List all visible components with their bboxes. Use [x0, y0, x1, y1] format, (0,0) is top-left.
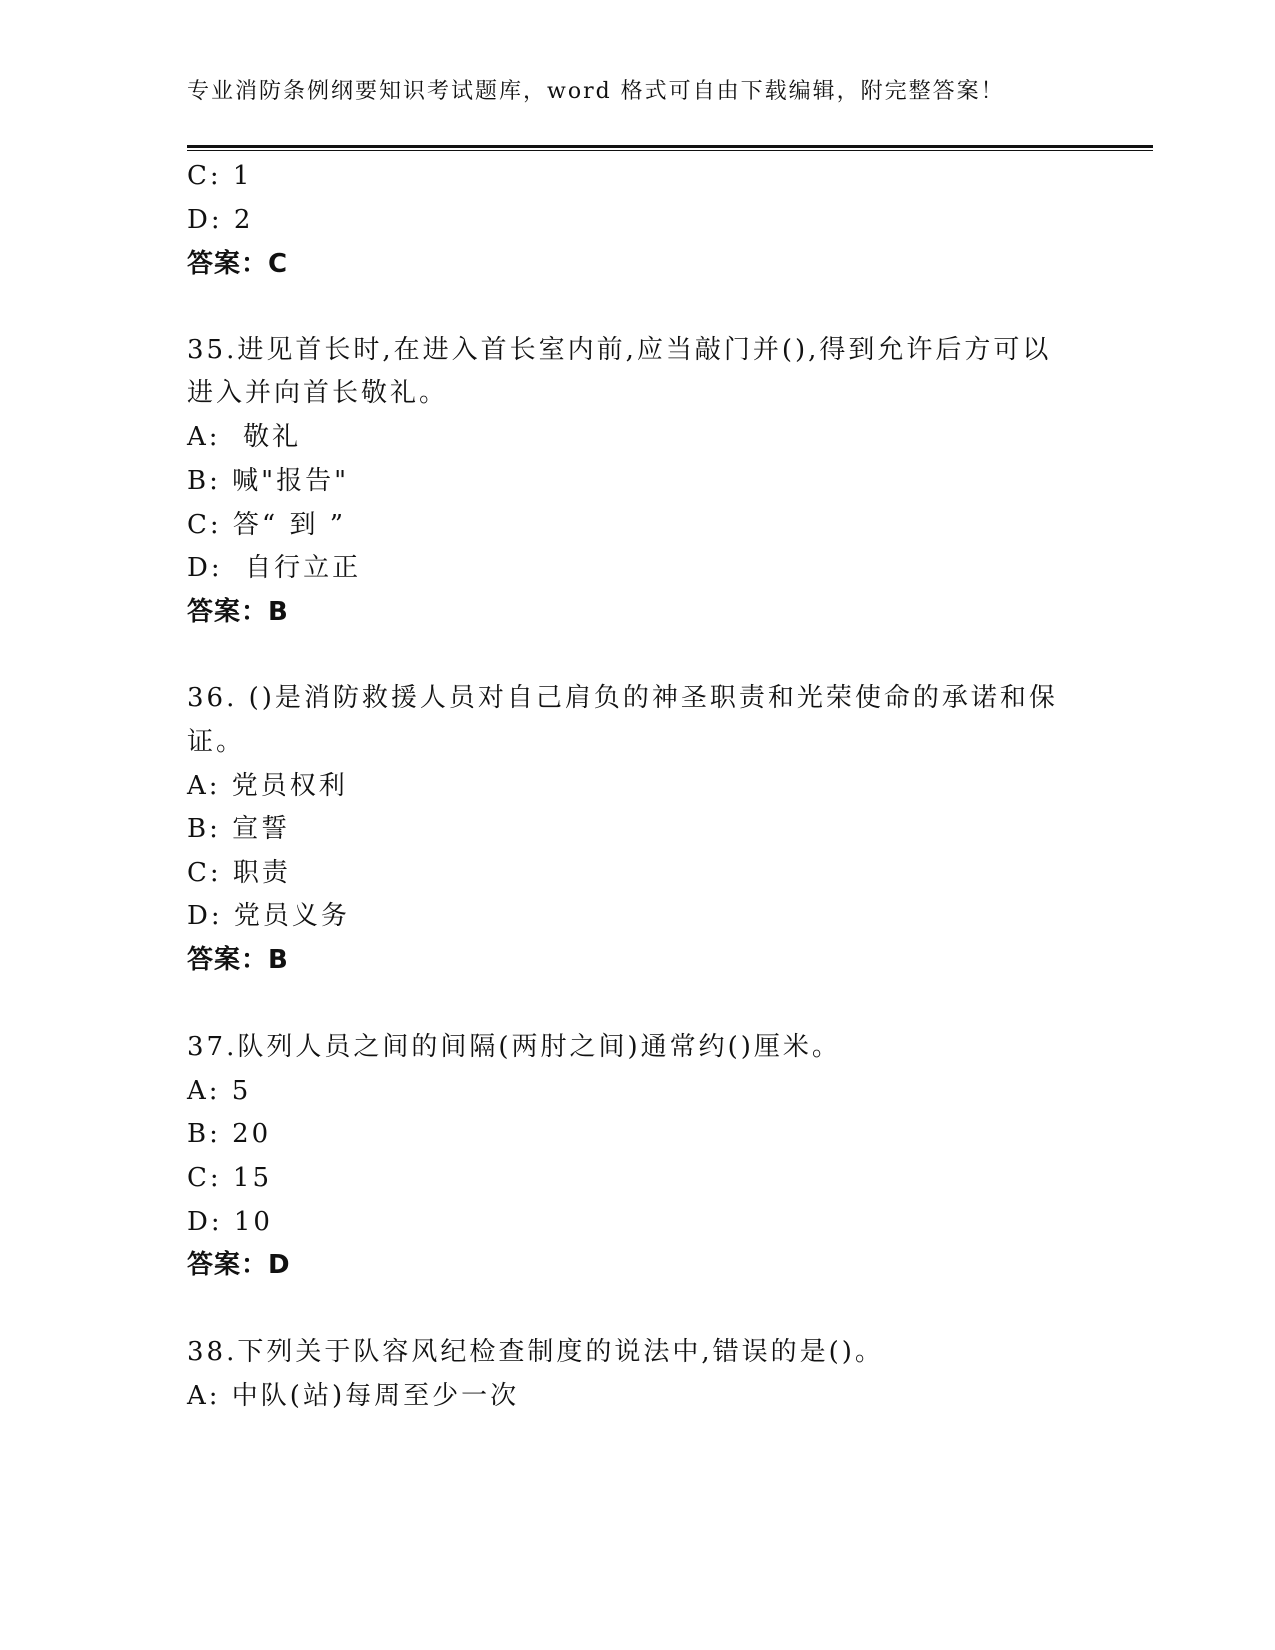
question-36-answer: 答案：B: [187, 945, 289, 975]
question-35-text-cont: 进入并向首长敬礼。: [187, 378, 449, 408]
question-36-option-a: A: 党员权利: [187, 771, 348, 801]
question-36-option-d: D: 党员义务: [187, 901, 350, 931]
answer-line: 答案：C: [187, 249, 289, 279]
question-35-option-a: A: 敬礼: [187, 422, 302, 452]
page-header: 专业消防条例纲要知识考试题库，word 格式可自由下载编辑，附完整答案！: [187, 79, 1005, 104]
option-d: D: 2: [187, 205, 254, 235]
question-37-answer: 答案：D: [187, 1250, 291, 1280]
header-divider-thick: [187, 145, 1153, 148]
question-35-option-b: B: 喊"报告": [187, 466, 350, 496]
question-38-text: 38.下列关于队容风纪检查制度的说法中,错误的是()。: [187, 1337, 884, 1367]
question-36-text-cont: 证。: [187, 727, 246, 757]
question-36-option-b: B: 宣誓: [187, 814, 291, 844]
question-35-option-d: D: 自行立正: [187, 553, 362, 583]
question-37-option-b: B: 20: [187, 1119, 272, 1149]
question-35-text: 35.进见首长时,在进入首长室内前,应当敲门并(),得到允许后方可以: [187, 335, 1052, 365]
question-36-option-c: C: 职责: [187, 858, 291, 888]
question-38-option-a: A: 中队(站)每周至少一次: [187, 1381, 520, 1411]
question-37-option-a: A: 5: [187, 1076, 252, 1106]
question-37-text: 37.队列人员之间的间隔(两肘之间)通常约()厘米。: [187, 1032, 841, 1062]
option-c: C: 1: [187, 161, 253, 191]
question-35-option-c: C: 答“ 到 ”: [187, 510, 347, 540]
question-36-text: 36. ()是消防救援人员对自己肩负的神圣职责和光荣使命的承诺和保: [187, 683, 1058, 713]
question-37-option-c: C: 15: [187, 1163, 273, 1193]
header-divider-thin: [187, 150, 1153, 151]
question-35-answer: 答案：B: [187, 597, 289, 627]
question-37-option-d: D: 10: [187, 1207, 273, 1237]
